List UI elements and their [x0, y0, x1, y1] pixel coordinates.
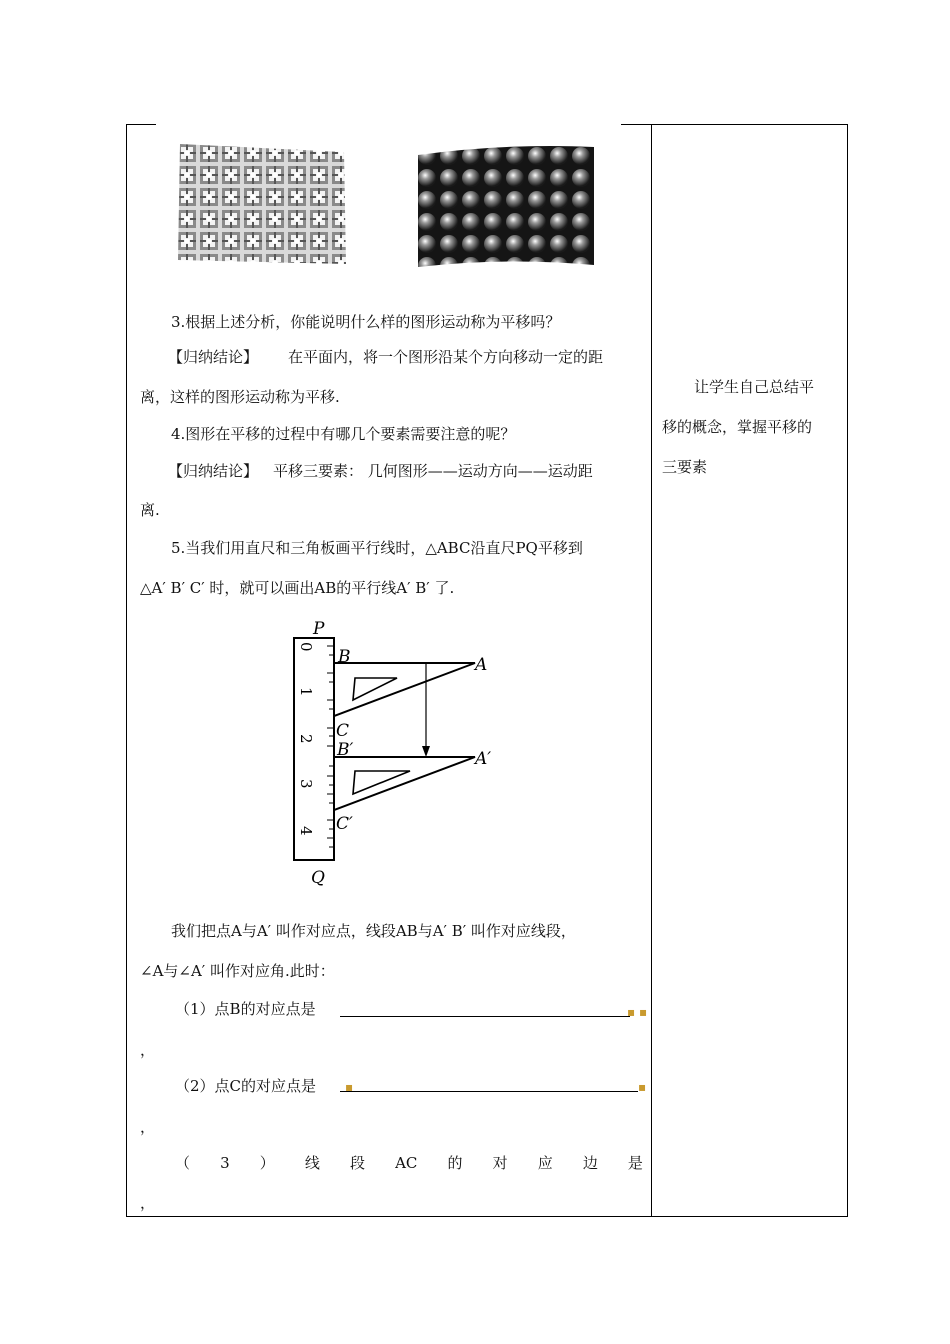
definition-line-2: ∠A与∠A′ 叫作对应角.此时： — [140, 962, 335, 980]
table-border-right — [847, 124, 848, 1217]
triangle-a2b2c2 — [334, 757, 475, 810]
column-divider — [651, 124, 652, 1217]
fq3-part: 的 — [447, 1154, 463, 1172]
side-note-line-3: 三要素 — [662, 458, 708, 476]
ruler-tick-1: 1 — [297, 687, 315, 697]
sphere-pattern-image-dark — [416, 145, 596, 268]
fq3-part: 是 — [627, 1154, 643, 1172]
question-5: 5.当我们用直尺和三角板画平行线时，△ABC沿直尺PQ平移到 — [171, 539, 583, 557]
comma-2: ， — [140, 1118, 156, 1136]
answer-blank-2[interactable] — [340, 1091, 638, 1092]
label-C: C — [336, 721, 350, 741]
conclusion-2-text: 平移三要素： 几何图形——运动方向——运动距 — [273, 462, 593, 480]
triangle-abc-inner — [353, 678, 397, 700]
fq3-part: 边 — [582, 1154, 598, 1172]
side-note-line-2: 移的概念，掌握平移的 — [662, 418, 813, 436]
fq3-part: ） — [259, 1154, 275, 1172]
ruler-tick-0: 0 — [297, 642, 315, 652]
question-5-continued: △A′ B′ C′ 时，就可以画出AB的平行线A′ B′ 了. — [140, 579, 455, 597]
fq3-part: 应 — [537, 1154, 553, 1172]
triangle-abc — [334, 663, 475, 716]
comma-3: ， — [140, 1194, 156, 1212]
table-border-top-right — [621, 124, 848, 125]
ruler-tick-4: 4 — [297, 826, 315, 836]
fq3-part: 3 — [220, 1154, 230, 1172]
answer-blank-2-marker-left: ▪ — [345, 1080, 354, 1094]
triangle-a2b2c2-inner — [353, 771, 410, 794]
comma-1: ， — [140, 1041, 156, 1059]
label-Q: Q — [311, 868, 325, 888]
fill-question-2: （2）点C的对应点是 — [175, 1077, 317, 1095]
ruler-tick-3: 3 — [297, 779, 315, 789]
answer-blank-1-marker: ▪ ▪ — [627, 1005, 648, 1019]
answer-blank-1[interactable] — [340, 1016, 630, 1017]
conclusion-1-label: 【归纳结论】 — [168, 348, 259, 366]
ruler-triangle-figure — [285, 618, 505, 894]
label-B-prime: B′ — [337, 740, 354, 760]
fill-question-3 — [175, 1153, 643, 1173]
table-border-left — [126, 124, 127, 1217]
question-4: 4.图形在平移的过程中有哪几个要素需要注意的呢？ — [171, 425, 516, 443]
fq3-part: 线 — [304, 1154, 320, 1172]
label-B: B — [338, 647, 351, 667]
conclusion-2-label: 【归纳结论】 — [168, 462, 259, 480]
label-P: P — [313, 619, 325, 639]
fq3-part: AC — [395, 1154, 418, 1172]
label-C-prime: C′ — [336, 814, 353, 834]
fq3-part: 段 — [349, 1154, 365, 1172]
table-border-bottom — [126, 1216, 848, 1217]
fq3-part: 对 — [492, 1154, 508, 1172]
question-3: 3.根据上述分析，你能说明什么样的图形运动称为平移吗？ — [171, 313, 561, 331]
label-A: A — [475, 655, 488, 675]
conclusion-1-text: 在平面内，将一个图形沿某个方向移动一定的距 — [288, 348, 604, 366]
side-note — [662, 367, 840, 487]
table-border-top-left — [126, 124, 156, 125]
tile-pattern-image-light — [176, 142, 346, 266]
conclusion-1-continued: 离，这样的图形运动称为平移. — [140, 388, 340, 406]
ruler-tick-2: 2 — [297, 734, 315, 744]
definition-line-1: 我们把点A与A′ 叫作对应点，线段AB与A′ B′ 叫作对应线段， — [171, 922, 576, 940]
answer-blank-2-marker-right: ▪ — [638, 1080, 647, 1094]
label-A-prime: A′ — [475, 749, 492, 769]
fill-question-1: （1）点B的对应点是 — [175, 1000, 316, 1018]
conclusion-2-continued: 离. — [140, 501, 160, 519]
fq3-part: （ — [175, 1154, 191, 1172]
arrow-head — [422, 746, 430, 757]
side-note-line-1: 让学生自己总结平 — [694, 378, 815, 396]
